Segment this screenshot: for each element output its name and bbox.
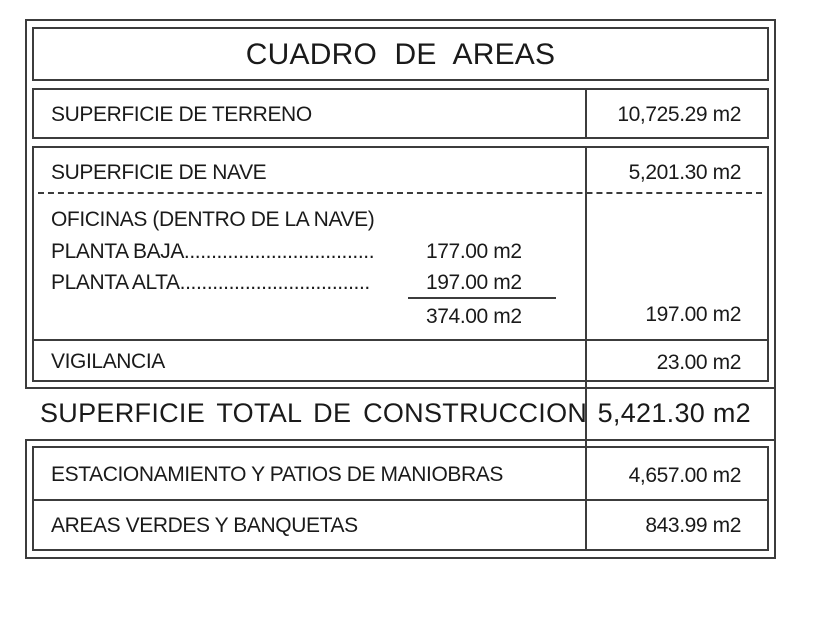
- planta-baja-label: PLANTA BAJA...................................: [51, 240, 375, 263]
- terreno-label: SUPERFICIE DE TERRENO: [51, 103, 312, 126]
- terreno-box-left: [32, 88, 34, 139]
- total-construccion-label: SUPERFICIE TOTAL DE CONSTRUCCION: [40, 398, 588, 428]
- areas-verdes-value: 843.99 m2: [645, 514, 741, 537]
- table-title: CUADRO DE AREAS: [245, 38, 556, 71]
- terreno-value: 10,725.29 m2: [617, 103, 741, 126]
- planta-alta-label: PLANTA ALTA...................................: [51, 271, 370, 294]
- exterior-box-bottom: [32, 549, 768, 551]
- planta-baja-value: 177.00 m2: [426, 240, 522, 263]
- terreno-column-divider: [585, 88, 587, 139]
- exterior-row-divider: [32, 499, 768, 501]
- subtotal-rule: [408, 297, 556, 299]
- vigilancia-row-top: [32, 339, 768, 341]
- estacionamiento-value: 4,657.00 m2: [628, 464, 741, 487]
- estacionamiento-label: ESTACIONAMIENTO Y PATIOS DE MANIOBRAS: [51, 463, 503, 486]
- title-box-bottom: [32, 79, 768, 81]
- construccion-box-right: [767, 146, 769, 382]
- terreno-box-bottom: [32, 137, 768, 139]
- oficinas-subtotal: 374.00 m2: [426, 305, 522, 328]
- total-construccion-value: 5,421.30 m2: [597, 398, 751, 428]
- nave-label: SUPERFICIE DE NAVE: [51, 161, 267, 184]
- construccion-box-left: [32, 146, 34, 382]
- nave-value: 5,201.30 m2: [628, 161, 741, 184]
- total-row-top: [25, 387, 776, 389]
- planta-alta-value: 197.00 m2: [426, 271, 522, 294]
- outer-border-top: [25, 19, 776, 21]
- outer-border-right: [774, 19, 776, 558]
- construccion-box-bottom: [32, 380, 768, 382]
- title-box-top: [32, 27, 768, 29]
- exterior-box-top: [32, 446, 768, 448]
- areas-verdes-label: AREAS VERDES Y BANQUETAS: [51, 514, 358, 537]
- nave-dashed-separator: [38, 192, 762, 194]
- oficinas-label: OFICINAS (DENTRO DE LA NAVE): [51, 208, 375, 231]
- outer-border-left-top: [25, 19, 27, 387]
- construccion-column-divider: [585, 146, 587, 382]
- outer-border-left-bottom: [25, 439, 27, 558]
- oficinas-value: 197.00 m2: [645, 303, 741, 326]
- terreno-box-right: [767, 88, 769, 139]
- total-row-bottom: [25, 439, 776, 441]
- construccion-box-top: [32, 146, 768, 148]
- terreno-box-top: [32, 88, 768, 90]
- vigilancia-label: VIGILANCIA: [51, 350, 165, 373]
- vigilancia-value: 23.00 m2: [656, 351, 741, 374]
- outer-border-bottom: [25, 557, 776, 559]
